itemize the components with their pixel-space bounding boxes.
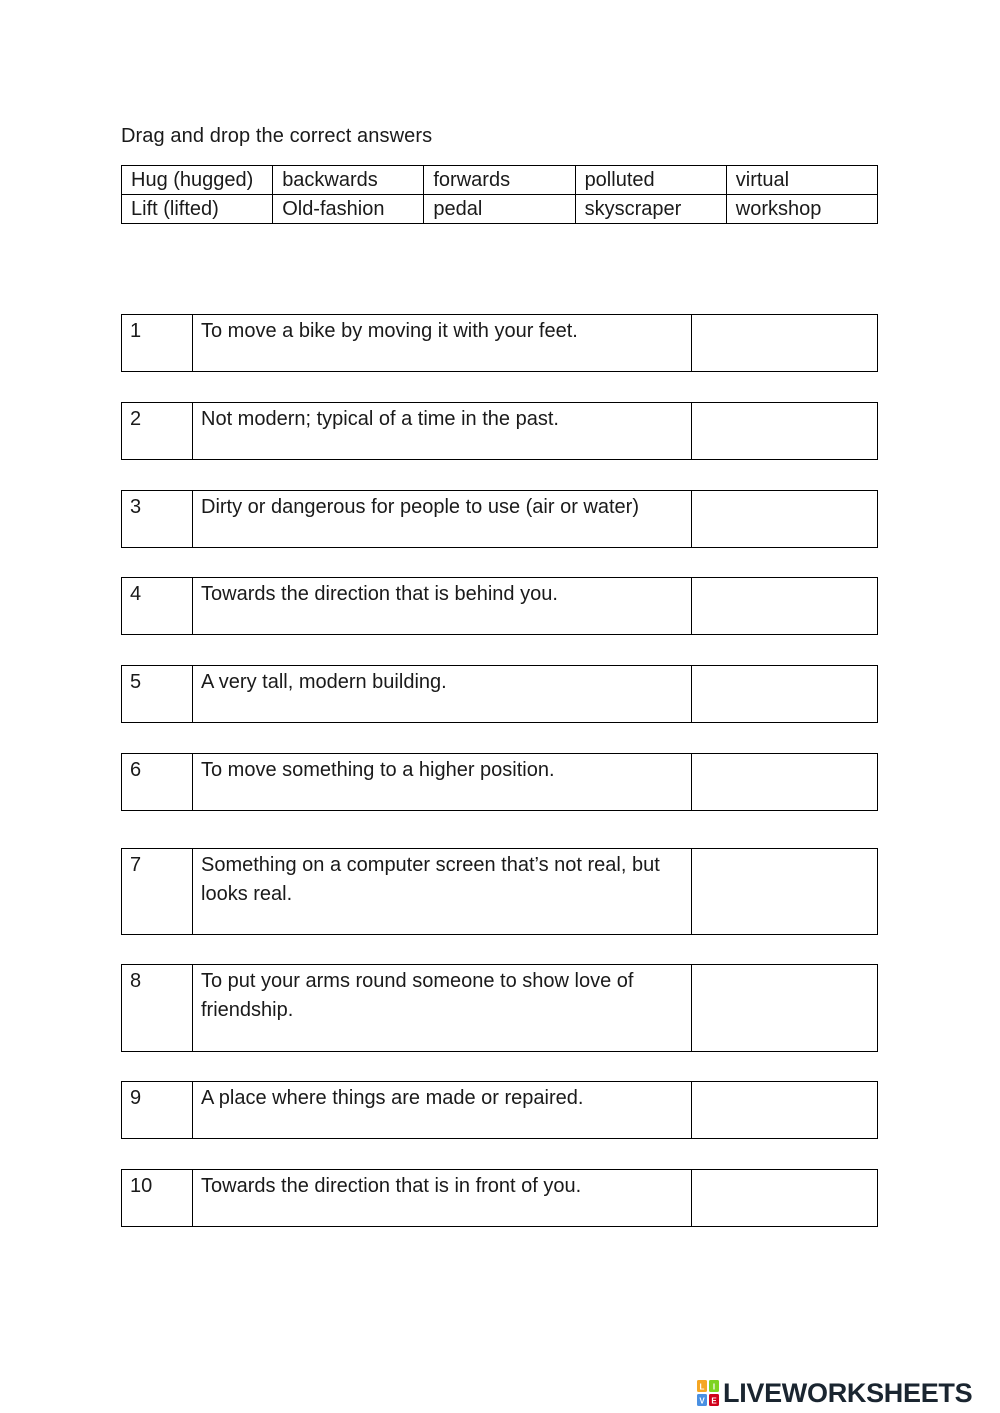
word-option[interactable]: backwards xyxy=(273,166,424,195)
word-option[interactable]: Lift (lifted) xyxy=(122,195,273,224)
question-row-8 xyxy=(121,964,878,1052)
svg-text:I: I xyxy=(712,1382,716,1392)
question-clue: To move a bike by moving it with your feet. xyxy=(193,315,692,372)
answer-slot[interactable] xyxy=(692,965,877,1051)
word-option[interactable]: pedal xyxy=(424,195,575,224)
question-number: 3 xyxy=(122,491,193,548)
question-row-2 xyxy=(121,402,878,460)
question-clue: Dirty or dangerous for people to use (air or water) xyxy=(193,491,692,548)
liveworksheets-logo-icon xyxy=(697,1380,719,1406)
question-number: 9 xyxy=(122,1082,193,1139)
question-number: 7 xyxy=(122,849,193,935)
word-option[interactable]: Hug (hugged) xyxy=(122,166,273,195)
question-row-10 xyxy=(121,1169,878,1227)
word-option[interactable]: virtual xyxy=(726,166,877,195)
instruction-text: Drag and drop the correct answers xyxy=(121,125,433,147)
word-option[interactable]: workshop xyxy=(726,195,877,224)
answer-drop-zone[interactable] xyxy=(692,1170,878,1227)
answer-drop-zone[interactable] xyxy=(692,578,878,635)
question-number: 2 xyxy=(122,403,193,460)
answer-slot[interactable] xyxy=(692,315,877,371)
answer-slot[interactable] xyxy=(692,1170,877,1226)
question-clue: To move something to a higher position. xyxy=(193,754,692,811)
question-clue: Something on a computer screen that’s not real, but looks real. xyxy=(193,849,692,935)
question-clue: Towards the direction that is in front of you. xyxy=(193,1170,692,1227)
question-number: 4 xyxy=(122,578,193,635)
answer-slot[interactable] xyxy=(692,578,877,634)
answer-slot[interactable] xyxy=(692,1082,877,1138)
word-bank-row xyxy=(122,195,878,224)
question-clue: To put your arms round someone to show love of friendship. xyxy=(193,965,692,1052)
svg-text:V: V xyxy=(699,1396,705,1406)
word-bank-table xyxy=(121,165,878,224)
question-row-6 xyxy=(121,753,878,811)
answer-drop-zone[interactable] xyxy=(692,1082,878,1139)
answer-drop-zone[interactable] xyxy=(692,666,878,723)
question-clue: A very tall, modern building. xyxy=(193,666,692,723)
question-row-5 xyxy=(121,665,878,723)
question-row-4 xyxy=(121,577,878,635)
answer-drop-zone[interactable] xyxy=(692,754,878,811)
word-option[interactable]: skyscraper xyxy=(575,195,726,224)
question-number: 5 xyxy=(122,666,193,723)
question-clue: Not modern; typical of a time in the past. xyxy=(193,403,692,460)
question-row-3 xyxy=(121,490,878,548)
answer-slot[interactable] xyxy=(692,849,877,934)
answer-drop-zone[interactable] xyxy=(692,965,878,1052)
answer-slot[interactable] xyxy=(692,491,877,547)
word-bank-row xyxy=(122,166,878,195)
question-row-7 xyxy=(121,848,878,935)
liveworksheets-branding xyxy=(697,1378,972,1408)
answer-drop-zone[interactable] xyxy=(692,849,878,935)
question-number: 6 xyxy=(122,754,193,811)
answer-slot[interactable] xyxy=(692,403,877,459)
question-number: 8 xyxy=(122,965,193,1052)
svg-text:E: E xyxy=(711,1396,717,1406)
answer-drop-zone[interactable] xyxy=(692,315,878,372)
answer-slot[interactable] xyxy=(692,666,877,722)
word-option[interactable]: forwards xyxy=(424,166,575,195)
svg-text:L: L xyxy=(699,1382,705,1392)
question-row-9 xyxy=(121,1081,878,1139)
answer-drop-zone[interactable] xyxy=(692,491,878,548)
question-clue: Towards the direction that is behind you. xyxy=(193,578,692,635)
question-number: 1 xyxy=(122,315,193,372)
word-option[interactable]: polluted xyxy=(575,166,726,195)
word-option[interactable]: Old-fashion xyxy=(273,195,424,224)
question-clue: A place where things are made or repaired. xyxy=(193,1082,692,1139)
answer-slot[interactable] xyxy=(692,754,877,810)
question-number: 10 xyxy=(122,1170,193,1227)
answer-drop-zone[interactable] xyxy=(692,403,878,460)
question-row-1 xyxy=(121,314,878,372)
brand-name: LIVEWORKSHEETS xyxy=(723,1378,973,1408)
